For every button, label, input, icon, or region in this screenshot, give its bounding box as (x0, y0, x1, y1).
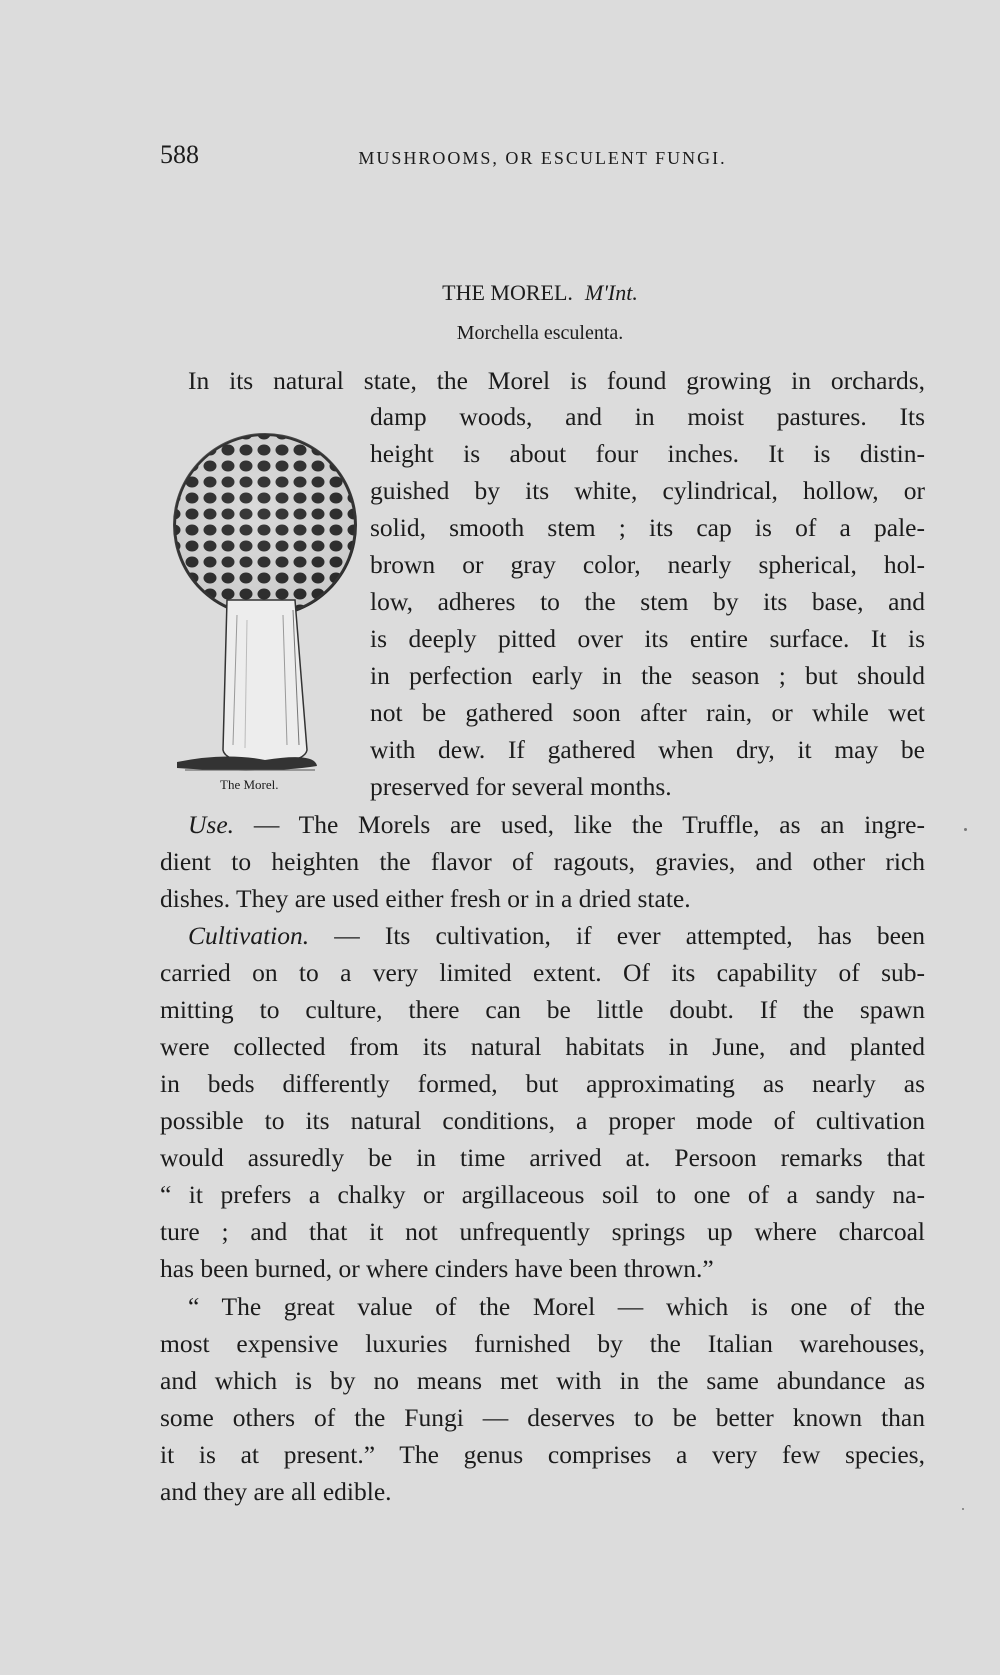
cultivation-line: possible to its natural conditions, a proper mode of cultivation (160, 1106, 925, 1135)
wrapped-line: low, adheres to the stem by its base, and (370, 587, 925, 616)
wrapped-line: guished by its white, cylindrical, hollow, or (370, 476, 925, 505)
cultivation-first-line (160, 917, 925, 954)
quote-line: some others of the Fungi — deserves to be better known than (160, 1403, 925, 1432)
use-label: Use. (188, 810, 235, 839)
paragraph-first-line-block (160, 362, 925, 399)
cultivation-paragraph (160, 917, 925, 1287)
morel-illustration (165, 410, 365, 800)
wrapped-line: solid, smooth stem ; its cap is of a pale- (370, 513, 925, 542)
wrapped-line: with dew. If gathered when dry, it may be (370, 735, 925, 764)
use-line: dishes. They are used either fresh or in a dried state. (160, 884, 691, 913)
wrapped-line: brown or gray color, nearly spherical, hol- (370, 550, 925, 579)
cultivation-line: has been burned, or where cinders have been thrown.” (160, 1254, 714, 1283)
cultivation-label: Cultivation. (188, 921, 310, 950)
cultivation-line: Its cultivation, if ever attempted, has been (384, 921, 925, 950)
wrapped-line: is deeply pitted over its entire surface. It is (370, 624, 925, 653)
figure-caption: The Morel. (220, 777, 279, 792)
cultivation-line: ture ; and that it not unfrequently springs up where charcoal (160, 1217, 925, 1246)
wrapped-line: height is about four inches. It is distin- (370, 439, 925, 468)
quote-line: and which is by no means met with in the same abundance as (160, 1366, 925, 1395)
title-abbreviation: M'Int. (584, 280, 638, 305)
wrapped-line: preserved for several months. (370, 772, 672, 801)
paper-speck (962, 1508, 964, 1510)
use-line: The Morels are used, like the Truffle, as an ingre- (298, 810, 925, 839)
latin-name: Morchella esculenta. (456, 322, 624, 344)
running-head: MUSHROOMS, OR ESCULENT FUNGI. (358, 148, 727, 168)
wrapped-line: damp woods, and in moist pastures. Its (370, 402, 925, 431)
use-dash: — (234, 810, 299, 839)
cultivation-line: mitting to culture, there can be little doubt. If the spawn (160, 995, 925, 1024)
cultivation-line: were collected from its natural habitats in June, and planted (160, 1032, 925, 1061)
quote-line: “ The great value of the Morel — which is one of the (188, 1292, 925, 1321)
cultivation-line: in beds differently formed, but approximating as nearly as (160, 1069, 925, 1098)
wrapped-line: in perfection early in the season ; but should (370, 661, 925, 690)
use-line: dient to heighten the flavor of ragouts, gravies, and other rich (160, 847, 925, 876)
page-header (160, 140, 925, 180)
page-number: 588 (160, 140, 199, 169)
wrapped-line: not be gathered soon after rain, or while wet (370, 698, 925, 727)
paragraph-first-line: In its natural state, the Morel is found growing in orchards, (188, 366, 925, 395)
quote-line: it is at present.” The genus comprises a very few species, (160, 1440, 925, 1469)
use-first-line (160, 806, 925, 843)
quote-line: and they are all edible. (160, 1477, 392, 1506)
cultivation-line: “ it prefers a chalky or argillaceous soil to one of a sandy na- (160, 1180, 925, 1209)
use-paragraph (160, 806, 925, 917)
cultivation-line: would assuredly be in time arrived at. Persoon remarks that (160, 1143, 925, 1172)
quote-paragraph (160, 1288, 925, 1510)
section-title (340, 280, 740, 306)
cultivation-dash: — (309, 921, 385, 950)
morel-drawing (165, 410, 365, 800)
cultivation-line: carried on to a very limited extent. Of its capability of sub- (160, 958, 925, 987)
title-text: THE MOREL. (442, 280, 573, 305)
paper-speck (964, 828, 967, 831)
quote-line: most expensive luxuries furnished by the Italian warehouses, (160, 1329, 925, 1358)
paragraph-wrapped-lines (370, 398, 925, 805)
